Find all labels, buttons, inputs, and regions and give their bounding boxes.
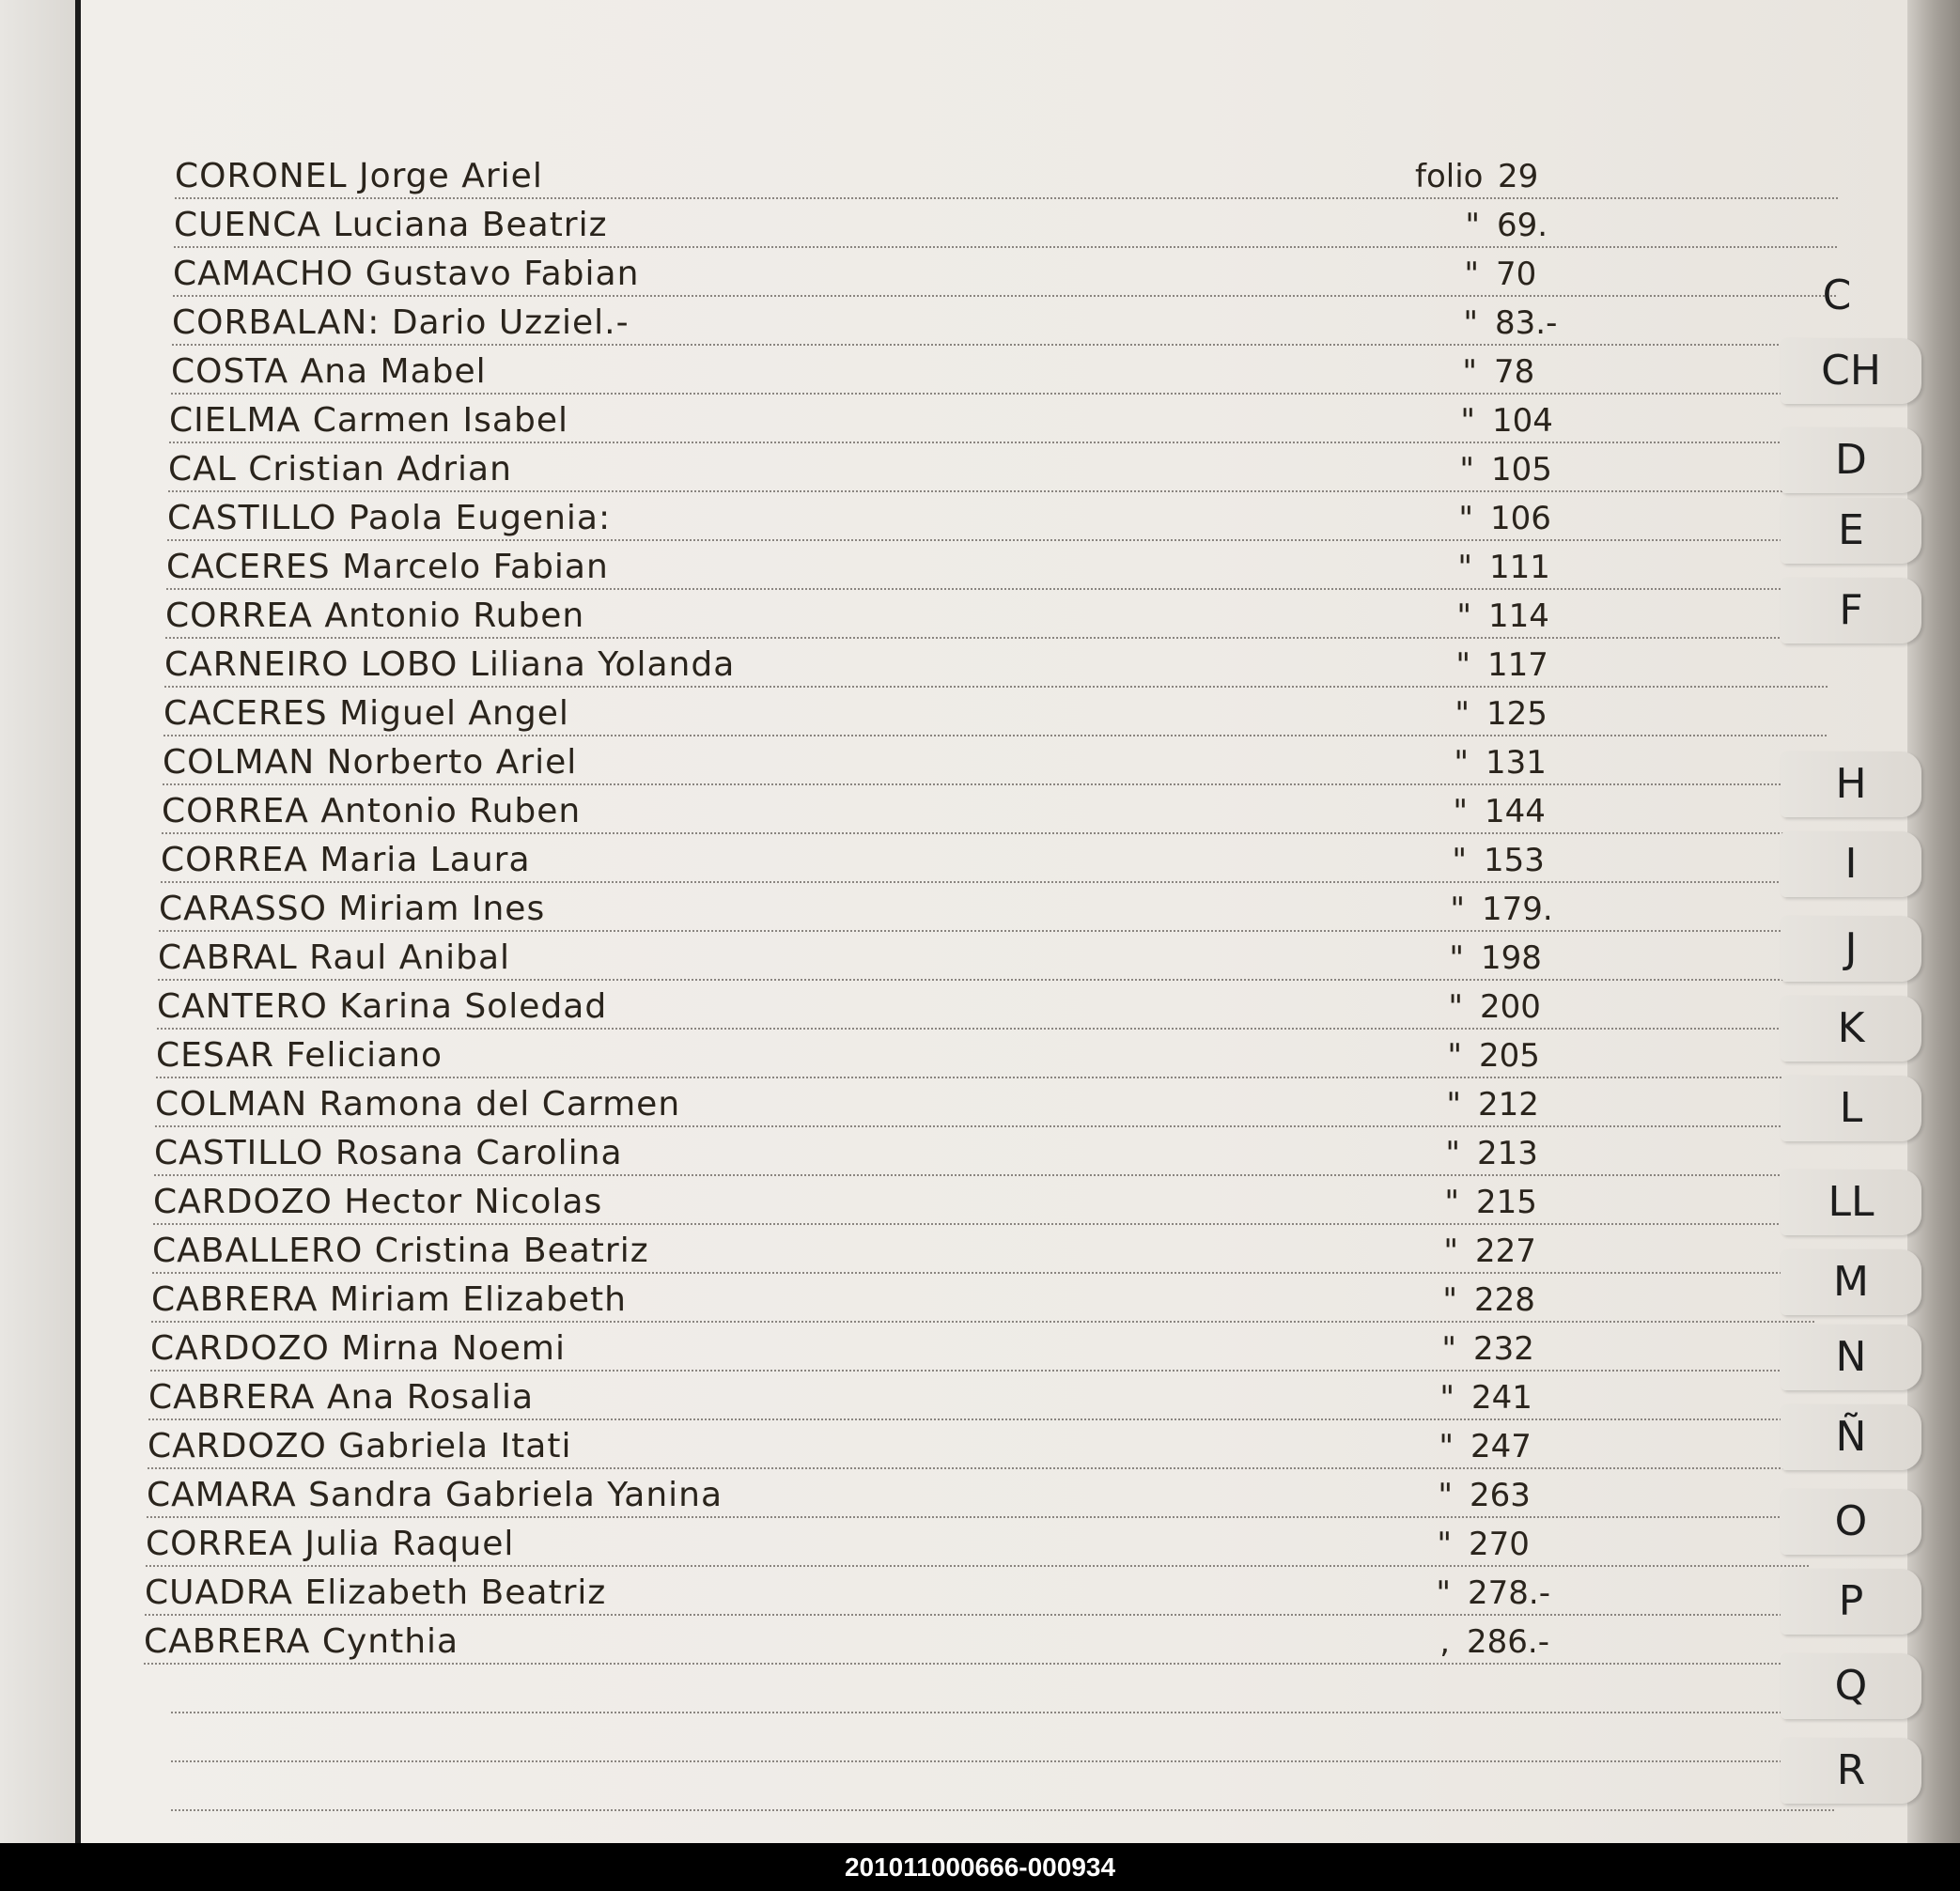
index-tab[interactable] [1781, 1325, 1921, 1390]
folio-ditto-mark: " [1437, 1526, 1452, 1563]
index-tab-label: I [1844, 840, 1858, 888]
entry-folio [1413, 256, 1751, 293]
entry-name: CORREA Julia Raquel [146, 1525, 515, 1563]
folio-number: 228 [1474, 1281, 1535, 1319]
index-tab[interactable] [1781, 1653, 1921, 1719]
entry-folio [1401, 842, 1739, 879]
entry-name: CABRAL Raul Anibal [158, 938, 511, 977]
folio-number: 278.- [1468, 1574, 1550, 1612]
entry-row [162, 783, 1825, 834]
entry-name: CARDOZO Hector Nicolas [153, 1183, 603, 1221]
entry-row [168, 442, 1831, 492]
index-tab-label: H [1835, 760, 1867, 808]
index-tab[interactable] [1781, 578, 1921, 643]
folio-ditto-mark: " [1455, 646, 1470, 684]
entry-row [163, 735, 1826, 785]
entry-row [150, 1321, 1813, 1372]
entry-folio [1407, 549, 1745, 586]
folio-ditto-mark: " [1436, 1574, 1451, 1612]
entry-folio [1414, 207, 1752, 244]
entry-folio [1392, 1281, 1730, 1319]
entry-name: CAL Cristian Adrian [168, 450, 512, 488]
entry-folio [1415, 158, 1753, 195]
entry-row [157, 979, 1820, 1030]
entry-name: CARASSO Miriam Ines [159, 890, 546, 928]
folio-number: 29 [1498, 158, 1539, 195]
index-tab-label: P [1838, 1577, 1864, 1625]
folio-ditto-mark: " [1446, 1086, 1461, 1124]
entry-row [147, 1467, 1810, 1518]
entry-name: CACERES Marcelo Fabian [166, 548, 609, 586]
folio-number: 213 [1477, 1135, 1538, 1172]
entry-row [156, 1028, 1819, 1078]
folio-number: 78 [1494, 353, 1535, 391]
entry-name: CORREA Antonio Ruben [162, 792, 582, 830]
entry-name: CORREA Maria Laura [161, 841, 531, 879]
folio-ditto-mark: " [1459, 451, 1474, 488]
entry-name: CIELMA Carmen Isabel [169, 401, 568, 440]
entry-row [145, 1565, 1808, 1616]
empty-ruled-line [171, 1712, 1834, 1762]
folio-ditto-mark: " [1452, 842, 1467, 879]
empty-ruled-line [171, 1760, 1834, 1811]
folio-number: 144 [1485, 793, 1546, 830]
entry-name: COLMAN Ramona del Carmen [155, 1085, 681, 1124]
folio-number: 131 [1486, 744, 1547, 782]
folio-ditto-mark: " [1438, 1477, 1453, 1514]
entry-name: CANTERO Karina Soledad [157, 987, 608, 1026]
index-tab-label: M [1833, 1258, 1869, 1306]
entry-row [172, 295, 1835, 346]
index-tab-label: O [1834, 1497, 1868, 1545]
entry-name: CASTILLO Rosana Carolina [154, 1134, 623, 1172]
folio-ditto-mark: " [1442, 1281, 1457, 1319]
left-page-edge [0, 0, 85, 1843]
folio-ditto-mark: " [1448, 988, 1463, 1026]
index-tab-label: D [1835, 436, 1867, 484]
entry-name: CESAR Feliciano [156, 1036, 443, 1075]
folio-number: 227 [1475, 1232, 1536, 1270]
entry-folio [1385, 1574, 1723, 1612]
entry-row [171, 344, 1834, 395]
entry-row [159, 881, 1822, 932]
folio-ditto-mark: " [1445, 1135, 1460, 1172]
folio-number: 232 [1473, 1330, 1534, 1368]
folio-number: 114 [1488, 597, 1549, 635]
entry-name: CABRERA Miriam Elizabeth [151, 1280, 627, 1319]
entry-folio [1408, 500, 1746, 537]
entry-folio [1405, 646, 1743, 684]
entry-folio [1389, 1379, 1727, 1417]
entry-row [146, 1516, 1809, 1567]
entry-row [151, 1272, 1814, 1323]
entry-name: COSTA Ana Mabel [171, 352, 487, 391]
index-tab[interactable] [1781, 338, 1921, 404]
folio-ditto-mark: " [1449, 939, 1464, 977]
folio-ditto-mark: " [1443, 1232, 1458, 1270]
entry-row [155, 1077, 1818, 1127]
index-tab-label: J [1844, 924, 1858, 972]
entry-row [169, 393, 1832, 443]
index-tab-label: K [1837, 1004, 1865, 1052]
folio-number: 198 [1481, 939, 1542, 977]
entry-folio [1387, 1477, 1725, 1514]
entry-folio [1397, 988, 1735, 1026]
index-tab[interactable] [1781, 1489, 1921, 1555]
entry-name: CORBALAN: Dario Uzziel.- [172, 303, 630, 342]
entry-folio [1409, 402, 1748, 440]
entry-folio [1388, 1428, 1726, 1465]
entry-row [144, 1614, 1807, 1665]
index-tab-label: E [1838, 506, 1864, 554]
entry-row [148, 1418, 1811, 1469]
entry-name: CUENCA Luciana Beatriz [174, 206, 608, 244]
index-tab-label: LL [1828, 1178, 1874, 1226]
folio-number: 215 [1476, 1184, 1537, 1221]
folio-ditto-mark: " [1462, 353, 1477, 391]
entry-row [163, 686, 1827, 736]
empty-ruled-line [171, 1663, 1834, 1713]
folio-number: 247 [1470, 1428, 1532, 1465]
alphabet-index-tabs [1781, 0, 1921, 1843]
entry-row [152, 1223, 1815, 1274]
index-tab[interactable] [1766, 263, 1907, 329]
entry-row [166, 539, 1829, 590]
entry-folio [1394, 1135, 1733, 1172]
index-tab[interactable] [1781, 427, 1921, 493]
folio-number: 153 [1484, 842, 1545, 879]
footer-bar [0, 1843, 1960, 1891]
entry-folio [1396, 1037, 1734, 1075]
entry-name: COLMAN Norberto Ariel [163, 743, 578, 782]
index-tab-label: C [1822, 271, 1852, 319]
entry-name: CABALLERO Cristina Beatriz [152, 1232, 649, 1270]
entry-folio [1403, 744, 1741, 782]
index-tab[interactable] [1781, 1076, 1921, 1141]
index-tab-label: F [1839, 586, 1863, 634]
ledger-page [81, 0, 1922, 1843]
folio-ditto-mark: " [1447, 1037, 1462, 1075]
folio-number: 205 [1479, 1037, 1540, 1075]
index-tab-label: Q [1834, 1662, 1868, 1710]
folio-ditto-mark: " [1439, 1428, 1454, 1465]
entry-name: CORREA Antonio Ruben [165, 597, 585, 635]
entry-row [148, 1370, 1812, 1420]
entry-folio [1398, 939, 1736, 977]
entry-row [175, 148, 1838, 199]
folio-ditto-mark: " [1444, 1184, 1459, 1221]
folio-ditto-mark: " [1454, 695, 1470, 733]
entry-folio [1393, 1184, 1732, 1221]
folio-number: 104 [1492, 402, 1553, 440]
folio-number: 105 [1491, 451, 1552, 488]
folio-ditto-mark: " [1460, 402, 1475, 440]
entry-name: CARNEIRO LOBO Liliana Yolanda [164, 645, 736, 684]
entry-row [158, 930, 1821, 981]
entry-folio [1399, 891, 1737, 928]
entry-name: CORONEL Jorge Ariel [175, 157, 543, 195]
folio-number: 83.- [1495, 304, 1558, 342]
entry-name: CAMACHO Gustavo Fabian [173, 255, 640, 293]
entry-row [173, 246, 1836, 297]
index-tab[interactable] [1781, 831, 1921, 897]
entry-row [165, 588, 1828, 639]
entry-name: CARDOZO Mirna Noemi [150, 1329, 566, 1368]
folio-ditto-mark: " [1457, 549, 1472, 586]
entry-name: CUADRA Elizabeth Beatriz [145, 1573, 607, 1612]
index-tab[interactable] [1781, 1404, 1921, 1470]
entry-row [167, 490, 1830, 541]
folio-ditto-mark: folio [1415, 158, 1484, 195]
folio-number: 286.- [1467, 1623, 1549, 1661]
entry-name: CABRERA Ana Rosalia [148, 1378, 535, 1417]
entry-row [153, 1174, 1816, 1225]
folio-number: 263 [1470, 1477, 1531, 1514]
entry-name: CARDOZO Gabriela Itati [148, 1427, 572, 1465]
index-tab[interactable] [1781, 1170, 1921, 1235]
entry-folio [1384, 1623, 1722, 1661]
folio-ditto-mark: , [1439, 1623, 1450, 1661]
folio-number: 69. [1497, 207, 1548, 244]
folio-number: 106 [1490, 500, 1551, 537]
index-tab[interactable] [1781, 1738, 1921, 1804]
entry-folio [1392, 1232, 1731, 1270]
entry-folio [1395, 1086, 1734, 1124]
entry-name: CASTILLO Paola Eugenia: [167, 499, 612, 537]
document-id: 201011000666-000934 [844, 1852, 1116, 1882]
entry-row [174, 197, 1837, 248]
index-tab[interactable] [1781, 1249, 1921, 1315]
index-tab[interactable] [1781, 996, 1921, 1062]
folio-ditto-mark: " [1464, 256, 1479, 293]
entry-folio [1391, 1330, 1729, 1368]
index-tab-label: CH [1821, 347, 1881, 395]
folio-number: 241 [1471, 1379, 1532, 1417]
index-tab[interactable] [1781, 498, 1921, 564]
entry-name: CACERES Miguel Angel [163, 694, 569, 733]
entry-row [164, 637, 1828, 688]
index-tab[interactable] [1781, 1569, 1921, 1635]
index-tab-label: R [1836, 1746, 1866, 1794]
folio-number: 212 [1478, 1086, 1539, 1124]
entry-list [81, 0, 1922, 1843]
folio-number: 125 [1486, 695, 1548, 733]
folio-number: 117 [1487, 646, 1548, 684]
folio-ditto-mark: " [1465, 207, 1480, 244]
entry-row [154, 1125, 1817, 1176]
entry-folio [1404, 695, 1742, 733]
index-tab-label: N [1835, 1333, 1867, 1381]
index-tab[interactable] [1781, 752, 1921, 817]
page-border-line [75, 0, 81, 1843]
folio-ditto-mark: " [1458, 500, 1473, 537]
folio-number: 111 [1489, 549, 1550, 586]
folio-ditto-mark: " [1456, 597, 1471, 635]
entry-folio [1402, 793, 1740, 830]
folio-ditto-mark: " [1454, 744, 1469, 782]
folio-ditto-mark: " [1450, 891, 1465, 928]
folio-ditto-mark: " [1439, 1379, 1454, 1417]
folio-ditto-mark: " [1463, 304, 1478, 342]
index-tab-label: L [1839, 1084, 1863, 1132]
entry-folio [1386, 1526, 1724, 1563]
folio-number: 270 [1469, 1526, 1530, 1563]
folio-ditto-mark: " [1441, 1330, 1456, 1368]
folio-number: 200 [1480, 988, 1541, 1026]
entry-name: CABRERA Cynthia [144, 1622, 459, 1661]
entry-folio [1406, 597, 1744, 635]
entry-name: CAMARA Sandra Gabriela Yanina [147, 1476, 723, 1514]
index-tab[interactable] [1781, 916, 1921, 982]
index-tab-label: Ñ [1835, 1413, 1867, 1461]
entry-folio [1412, 304, 1750, 342]
entry-row [161, 832, 1824, 883]
entry-folio [1408, 451, 1747, 488]
entry-folio [1411, 353, 1750, 391]
folio-ditto-mark: " [1453, 793, 1468, 830]
folio-number: 70 [1496, 256, 1537, 293]
folio-number: 179. [1482, 891, 1553, 928]
